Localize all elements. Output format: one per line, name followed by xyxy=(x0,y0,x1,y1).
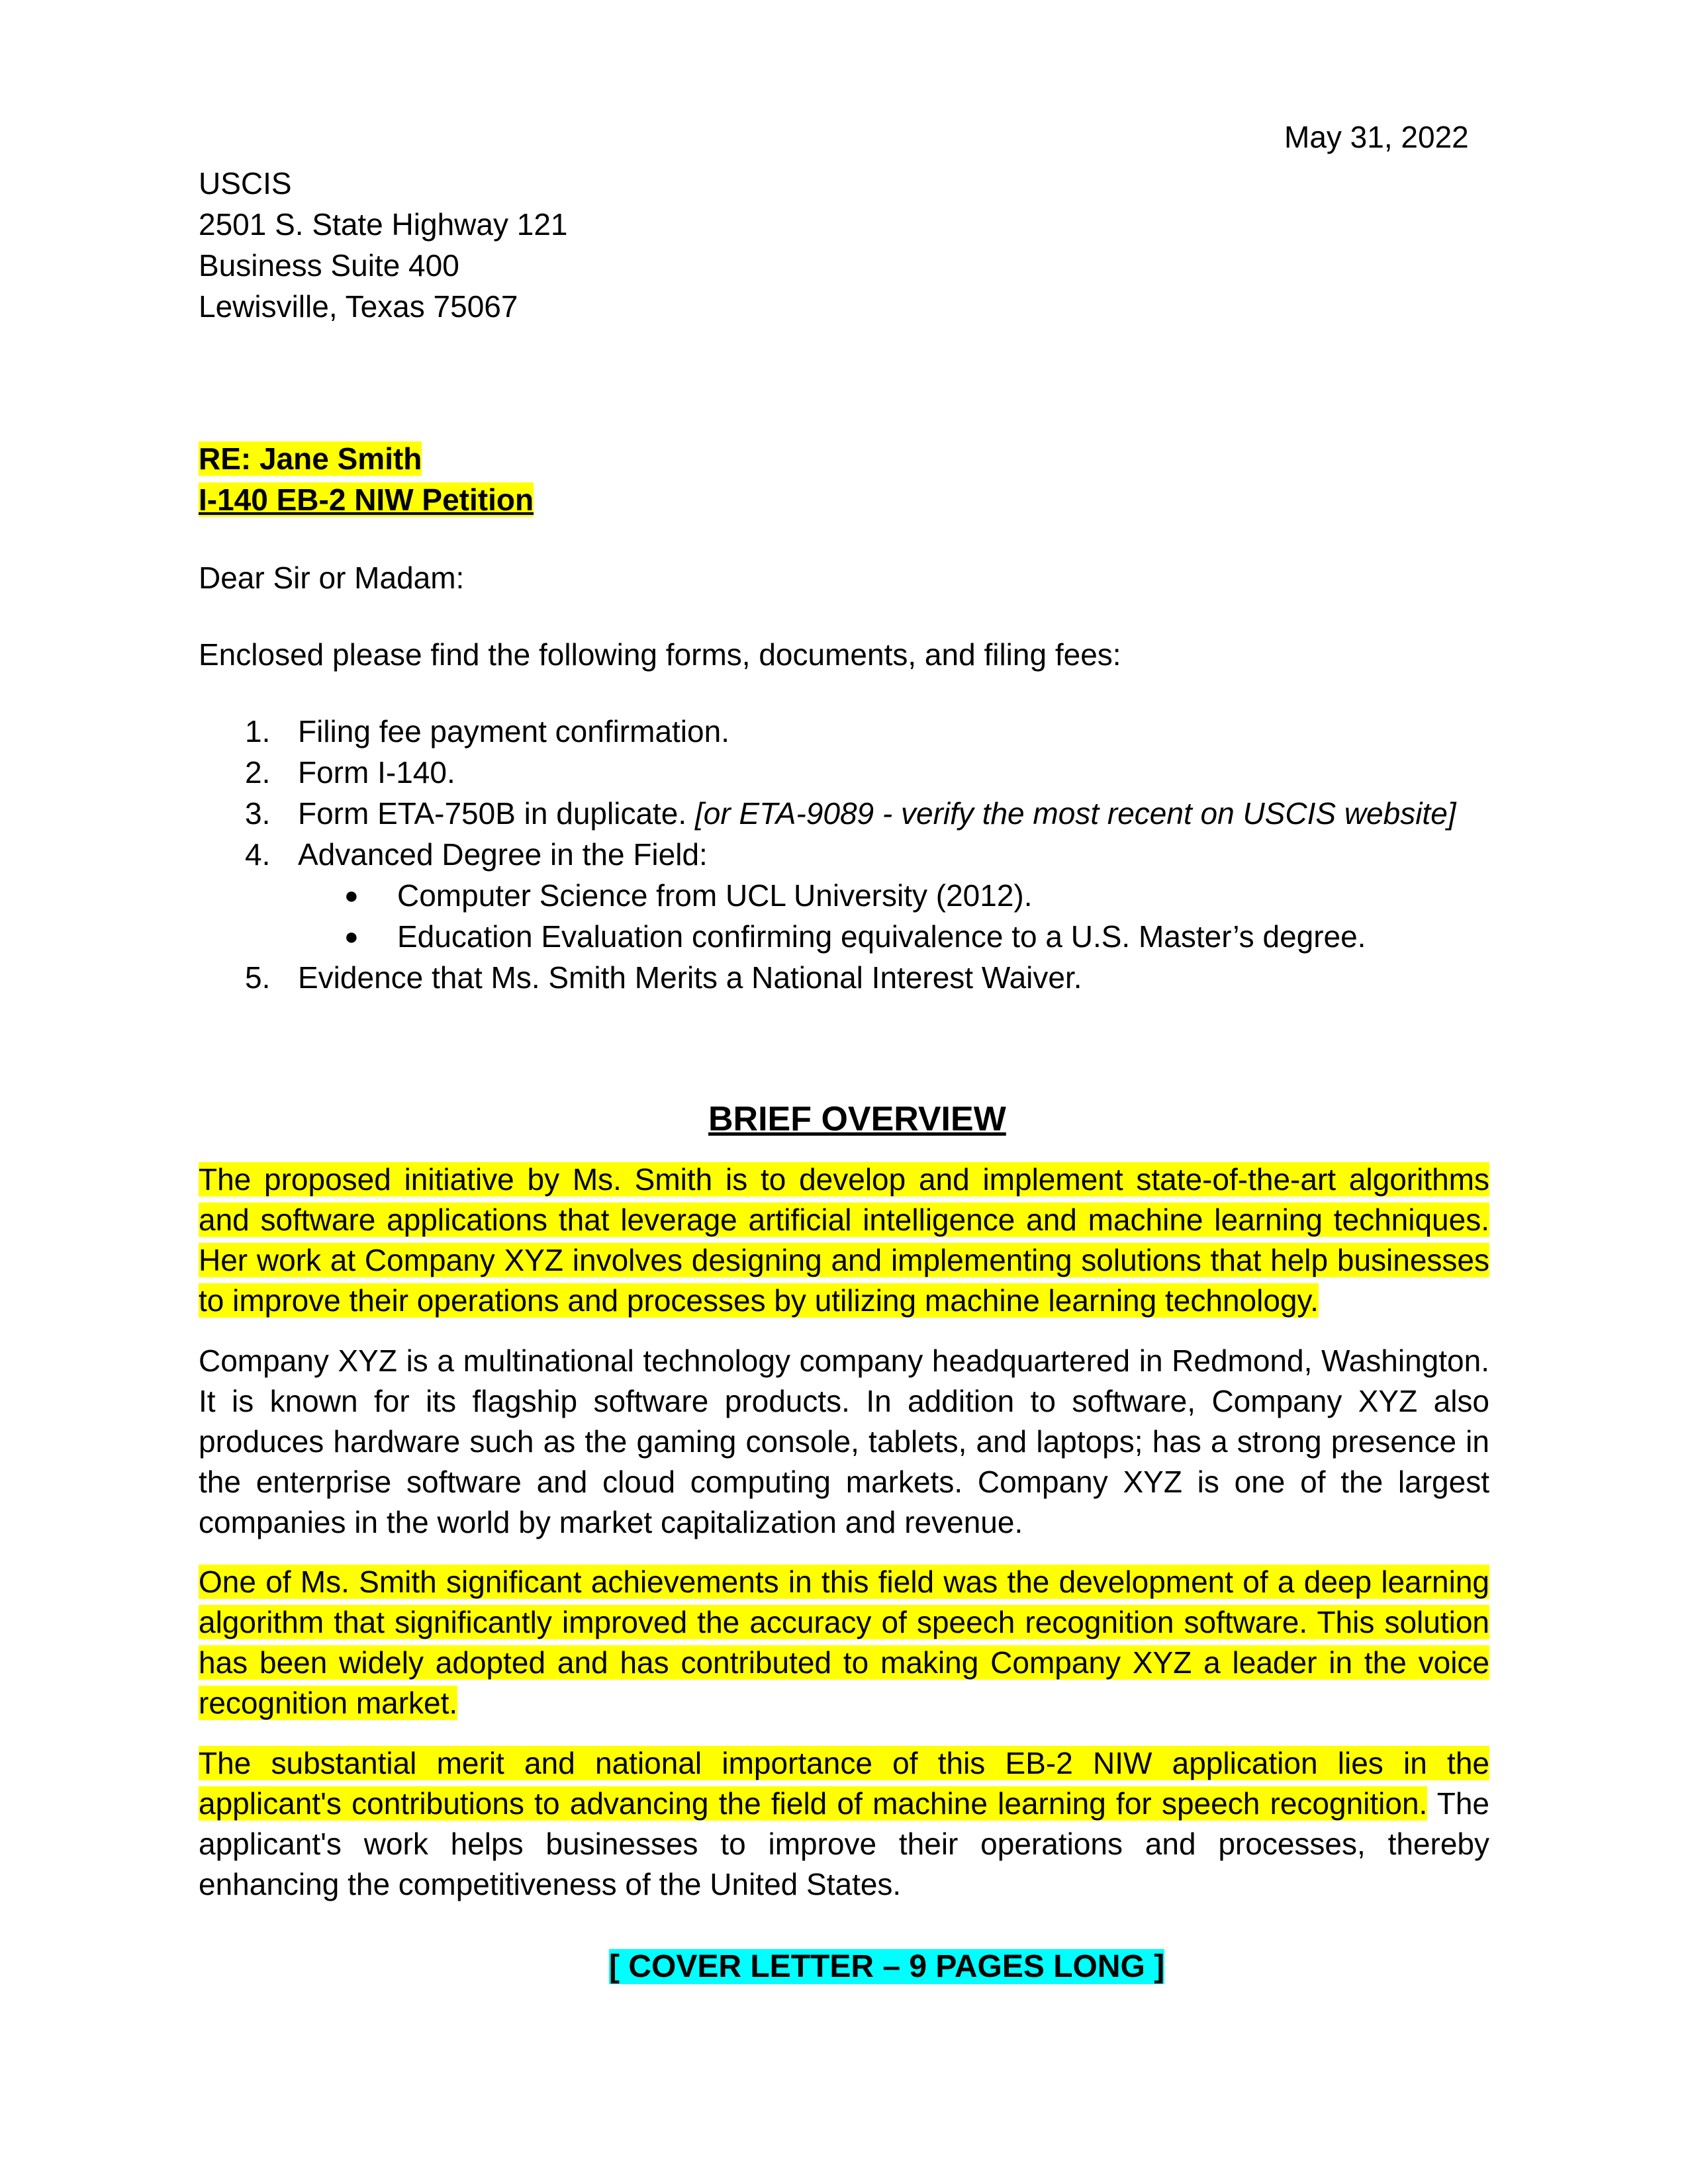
list-item-number: 3. xyxy=(245,796,271,831)
list-item-text: Form I-140. xyxy=(298,755,455,790)
list-item-number: 2. xyxy=(245,755,271,790)
page-count-note xyxy=(609,1946,1164,1988)
letter-date: May 31, 2022 xyxy=(1284,120,1469,154)
re-petition-line: I-140 EB-2 NIW Petition xyxy=(199,482,534,517)
list-item-text: Form ETA-750B in duplicate. xyxy=(298,796,695,831)
list-item xyxy=(199,752,1489,793)
sub-list-item-text: Education Evaluation confirming equivalence to a U.S. Master’s degree. xyxy=(397,919,1366,954)
list-item xyxy=(199,834,1489,875)
list-item-number: 1. xyxy=(245,714,271,749)
recipient-name: USCIS xyxy=(199,166,292,201)
list-item-text: Advanced Degree in the Field: xyxy=(298,837,708,872)
cyan-highlighted-note: [ COVER LETTER – 9 PAGES LONG ] xyxy=(609,1949,1165,1984)
sub-list-item xyxy=(199,875,1489,916)
enclosures-list xyxy=(199,711,1489,998)
list-item-text-group xyxy=(298,793,1456,834)
list-item xyxy=(199,957,1489,998)
recipient-suite: Business Suite 400 xyxy=(199,248,459,283)
list-item-number: 5. xyxy=(245,960,271,995)
overview-paragraph-4 xyxy=(199,1743,1489,1905)
section-heading: BRIEF OVERVIEW xyxy=(708,1100,1006,1138)
sub-list-item-text: Computer Science from UCL University (2012). xyxy=(397,878,1033,913)
highlighted-text: One of Ms. Smith significant achievements in this field was the development of a deep learning algorithm that significantly improved the accuracy of speech recognition software. This solution has been widely adopted and has contributed to making Company XYZ a leader in the voice recognition market. xyxy=(199,1565,1489,1720)
bullet-icon: ● xyxy=(344,882,359,909)
sub-list-item xyxy=(199,916,1489,957)
bullet-icon: ● xyxy=(344,923,359,950)
re-block xyxy=(199,438,534,520)
greeting: Dear Sir or Madam: xyxy=(199,561,465,595)
list-item xyxy=(199,793,1489,834)
paragraph-text: The applicant's work helps businesses to improve their operations and processes, thereby enhancing the competitiveness of the United States. xyxy=(199,1786,1490,1901)
highlighted-text: The proposed initiative by Ms. Smith is to develop and implement state-of-the-art algorithms and software applications that leverage artificial intelligence and machine learning techniques. Her work at Company XYZ involves designing and implementing solutions that help businesses to improve their operations and processes by utilizing machine learning technology. xyxy=(199,1162,1489,1318)
list-item-text: Filing fee payment confirmation. xyxy=(298,714,729,749)
recipient-city-state-zip: Lewisville, Texas 75067 xyxy=(199,289,518,324)
enclosures-intro: Enclosed please find the following forms, documents, and filing fees: xyxy=(199,637,1121,672)
list-item-text: Evidence that Ms. Smith Merits a National Interest Waiver. xyxy=(298,960,1082,995)
recipient-street: 2501 S. State Highway 121 xyxy=(199,207,568,242)
re-name-line: RE: Jane Smith xyxy=(199,441,422,476)
overview-paragraph-1 xyxy=(199,1160,1489,1321)
list-item xyxy=(199,711,1489,752)
list-item-number: 4. xyxy=(245,837,271,872)
list-item-note: [or ETA-9089 - verify the most recent on USCIS website] xyxy=(694,796,1456,831)
highlighted-text: The substantial merit and national importance of this EB-2 NIW application lies in the applicant's contributions to advancing the field of machine learning for speech recognition. xyxy=(199,1746,1489,1821)
overview-paragraph-3 xyxy=(199,1562,1489,1723)
overview-paragraph-2: Company XYZ is a multinational technology company headquartered in Redmond, Washington. It is known for its flagship software products. In addition to software, Company XYZ also produces hardware such as the gaming console, tablets, and laptops; has a strong presence in the enterprise software and cloud computing markets. Company XYZ is one of the largest companies in the world by market capitalization and revenue. xyxy=(199,1343,1489,1539)
recipient-address xyxy=(199,163,567,327)
